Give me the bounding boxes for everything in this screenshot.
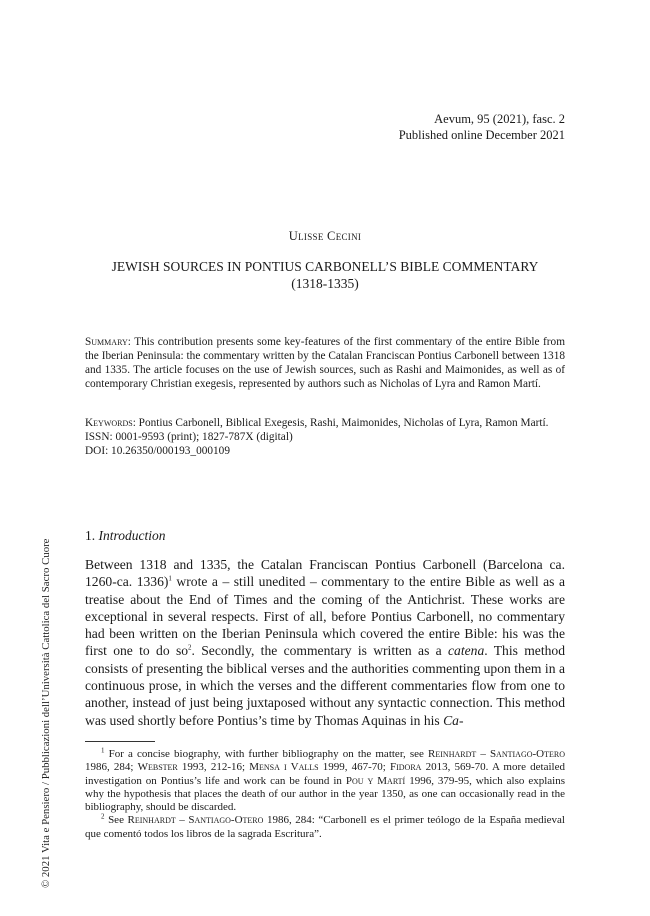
keywords-text: : Pontius Carbonell, Biblical Exegesis, Rashi, Maimonides, Nicholas of Lyra, Ramon Martí. (132, 417, 549, 429)
abstract (85, 335, 565, 391)
footnote-text: For a concise biography, with further bibliography on the matter, see (104, 748, 429, 760)
footnote-text: 1996, 379-95, which also explains why the hypothesis that places the death of our author in the year 1350, as one can occasionally read in the bibliography, should be discarded. (85, 774, 565, 814)
abstract-text: : This contribution presents some key-features of the first commentary of the entire Bible from the Iberian Peninsula: the commentary written by the Catalan Franciscan Pontius Carbonell between 1318 and 1335. The article focuses on the use of Jewish sources, such as Rashi and Maimonides, as well as of contemporary Christian exegesis, represented by authors such as Nicholas of Lyra and Ramon Martí. (85, 336, 565, 390)
abstract-label: Summary (85, 336, 128, 348)
body-text-segment: . This method consists of presenting the biblical verses and the authorities commenting upon them in a continuous prose, in which the verses and the different commentaries flow from one to another, instead of just being juxtaposed without any syntactic connection. This method was used shortly before Pontius’s time by Thomas Aquinas in his (85, 643, 565, 728)
section-heading (85, 528, 166, 544)
catena-term: catena (448, 643, 485, 659)
footnote-text: 2013, 569-70. A more detailed investigation on Pontius’s life and work can be found in (85, 761, 565, 787)
body-text-segment: . Secondly, the commentary is written as a (191, 643, 449, 659)
footnotes (85, 748, 565, 841)
journal-citation: Aevum, 95 (2021), fasc. 2 (434, 112, 565, 126)
cited-author: Webster (137, 761, 178, 774)
title-line-2: (1318-1335) (291, 276, 359, 291)
footnote-number: 1 (101, 746, 105, 755)
footnote-number: 2 (101, 812, 105, 821)
cited-author: Fidora (390, 761, 422, 774)
footnote-text: 1986, 284: “Carbonell es el primer teólogo de la España medieval que comentó todos los libros de la sagrada Escritura”. (85, 814, 565, 840)
body-text-segment: wrote a – still unedited – commentary to the entire Bible as well as a treatise about the End of Times and the coming of the Antichrist. These works are exceptional in several respects. First of all, before Pontius Carbonell, no commentary had been written on the Iberian Peninsula which covered the entire Bible: his was the first one to do so (85, 574, 565, 659)
keywords-block (85, 416, 565, 458)
author-name: Ulisse Cecini (288, 229, 362, 243)
section-number: 1. (85, 528, 96, 543)
cited-author: Pou y Martí (345, 774, 406, 787)
footnote-2 (85, 814, 565, 841)
copyright-side-note: © 2021 Vita e Pensiero / Pubblicazioni dell’Università Cattolica del Sacro Cuore (40, 538, 52, 888)
footnote-ref-1[interactable]: 1 (168, 574, 172, 583)
journal-header (399, 111, 565, 143)
issn: ISSN: 0001-9593 (print); 1827-787X (digital) (85, 431, 293, 443)
section-title: Introduction (98, 528, 166, 543)
body-text-segment: Between 1318 and 1335, the Catalan Franciscan Pontius Carbonell (Barcelona ca. 1260-ca. 1336) (85, 557, 565, 590)
cited-author: Reinhardt – Santiago-Otero (127, 814, 264, 827)
footnote-text: 1986, 284; (85, 761, 138, 774)
footnote-divider (85, 741, 155, 742)
footnote-text: 1999, 467-70; (318, 761, 390, 774)
body-paragraph (85, 556, 565, 729)
title-line-1: JEWISH SOURCES IN PONTIUS CARBONELL’S BIBLE COMMENTARY (111, 259, 539, 274)
footnote-text: See (104, 814, 128, 827)
cited-author: Mensa i Valls (249, 761, 319, 774)
keywords-label: Keywords (85, 417, 133, 429)
keywords-line (85, 416, 565, 430)
article-title (100, 258, 550, 292)
doi: DOI: 10.26350/000193_000109 (85, 445, 230, 457)
body-text-end: Ca- (443, 712, 464, 728)
footnote-ref-2[interactable]: 2 (188, 643, 192, 652)
footnote-1 (85, 748, 565, 814)
publication-date: Published online December 2021 (398, 128, 565, 142)
cited-author: Reinhardt – Santiago-Otero (428, 748, 565, 760)
footnote-text: 1993, 212-16; (177, 761, 250, 774)
